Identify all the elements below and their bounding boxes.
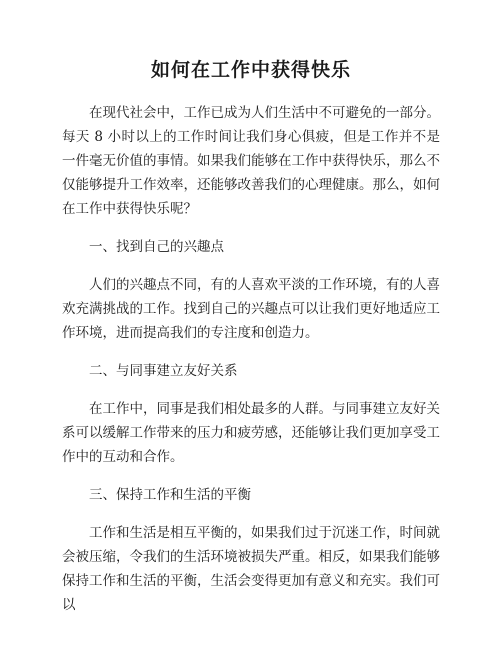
section-body-interest: 人们的兴趣点不同，有的人喜欢平淡的工作环境，有的人喜欢充满挑战的工作。找到自己的兴趣点可以让我们更好地适应工作环境，进而提高我们的专注度和创造力。 xyxy=(62,277,440,341)
section-body-colleagues: 在工作中，同事是我们相处最多的人群。与同事建立友好关系可以缓解工作带来的压力和疲劳感，还能够让我们更加享受工作中的互动和合作。 xyxy=(62,401,440,465)
section-heading-balance: 三、保持工作和生活的平衡 xyxy=(89,487,251,503)
section-body-balance: 工作和生活是相互平衡的，如果我们过于沉迷工作，时间就会被压缩，令我们的生活环境被损失严重。相反，如果我们能够保持工作和生活的平衡，生活会变得更加有意义和充实。我们可以 xyxy=(62,525,440,613)
section-heading-interest: 一、找到自己的兴趣点 xyxy=(89,239,224,255)
intro-paragraph: 在现代社会中，工作已成为人们生活中不可避免的一部分。每天 8 小时以上的工作时间让我们身心俱疲，但是工作并不是一件毫无价值的事情。如果我们能够在工作中获得快乐，那么不仅能够提升工作效率，还能够改善我们的心理健康。那么，如何在工作中获得快乐呢？ xyxy=(62,105,440,217)
document-title: 如何在工作中获得快乐 xyxy=(150,59,351,81)
section-heading-colleagues: 二、与同事建立友好关系 xyxy=(89,363,238,379)
